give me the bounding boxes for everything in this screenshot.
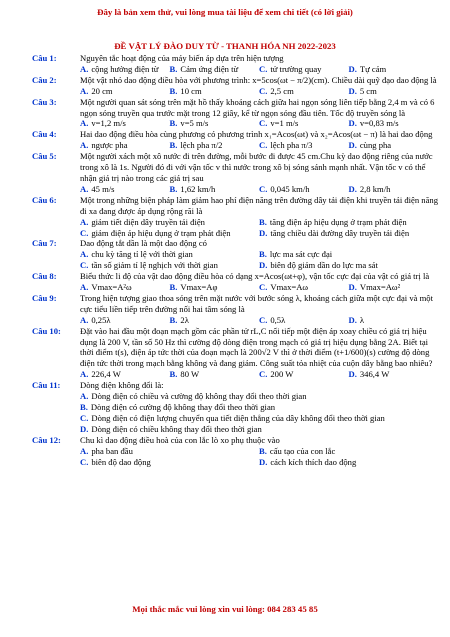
option-text: v=5 m/s bbox=[180, 118, 209, 129]
answer-option bbox=[349, 369, 439, 380]
option-text: cấu tạo của con lắc bbox=[269, 445, 336, 456]
question-item bbox=[32, 151, 438, 195]
answer-option bbox=[80, 64, 170, 75]
option-text: giảm tiết diện dây truyền tải điện bbox=[91, 216, 205, 227]
exam-title: ĐỀ VẬT LÝ ĐÀO DUY TỪ - THANH HÓA NH 2022-2023 bbox=[114, 41, 336, 51]
option-letter: A. bbox=[80, 314, 89, 325]
question-item bbox=[32, 75, 438, 97]
answer-option bbox=[170, 184, 260, 195]
option-text: lệch pha π/3 bbox=[270, 140, 313, 151]
answer-option bbox=[80, 140, 170, 151]
option-letter: B. bbox=[259, 216, 267, 227]
option-letter: B. bbox=[169, 183, 178, 194]
option-letter: D. bbox=[348, 140, 357, 151]
option-letter: C. bbox=[259, 183, 268, 194]
question-item bbox=[32, 53, 438, 75]
option-text: Vmax=Aω² bbox=[359, 282, 401, 293]
option-text: v=0,83 m/s bbox=[359, 118, 399, 129]
answer-option bbox=[349, 140, 439, 151]
answer-option bbox=[80, 315, 170, 326]
option-letter: C. bbox=[80, 412, 89, 423]
question-text: Hai dao động điều hòa cùng phương có phương trình x₁=Acos(ωt) và x₂=Acos(ωt − π) là hai dao động bbox=[80, 129, 433, 140]
question-text: Một người quan sát sóng trên mặt hồ thấy khoảng cách giữa hai ngọn sóng liên tiếp bằng 2,4 m và có 6 ngọn sóng truyền qua trước mặt trong 12 giây, kể từ ngọn sóng đầu tiên. Tốc độ truyền sóng là bbox=[80, 96, 435, 118]
option-letter: D. bbox=[348, 118, 357, 129]
option-letter: C. bbox=[259, 140, 268, 151]
question-item bbox=[32, 238, 438, 271]
option-letter: B. bbox=[169, 63, 178, 74]
option-text: v=1 m/s bbox=[270, 118, 299, 129]
option-text: pha ban đầu bbox=[91, 445, 133, 456]
answer-option bbox=[259, 369, 349, 380]
answer-option bbox=[349, 282, 439, 293]
option-letter: B. bbox=[80, 402, 88, 412]
answer-option bbox=[80, 413, 438, 424]
option-letter: A. bbox=[80, 183, 89, 194]
answer-options bbox=[80, 446, 438, 468]
option-text: 346,4 W bbox=[359, 369, 390, 380]
question-item bbox=[32, 195, 438, 239]
answer-option bbox=[259, 315, 349, 326]
answer-option bbox=[80, 86, 170, 97]
answer-options bbox=[80, 391, 438, 435]
answer-options bbox=[80, 118, 438, 129]
option-text: 226,4 W bbox=[91, 369, 121, 380]
option-text: Dòng điện có điện lượng chuyển qua tiết diện thẳng của dây không đổi theo thời gian bbox=[91, 412, 385, 423]
question-text: Một trong những biện pháp làm giảm hao phí điện năng trên đường dây tải điện khi truyền tải điện năng đi xa đang được áp dụng rộng rãi là bbox=[80, 194, 439, 216]
answer-option bbox=[80, 446, 259, 457]
option-letter: A. bbox=[80, 118, 89, 129]
answer-options bbox=[80, 140, 438, 151]
answer-option bbox=[259, 140, 349, 151]
answer-option bbox=[170, 315, 260, 326]
option-text: 0,5λ bbox=[270, 314, 286, 325]
option-text: v=1,2 m/s bbox=[91, 118, 126, 129]
question-item bbox=[32, 380, 438, 435]
option-text: 10 cm bbox=[180, 85, 202, 96]
answer-option bbox=[80, 369, 170, 380]
answer-option bbox=[349, 86, 439, 97]
option-letter: A. bbox=[80, 140, 89, 151]
option-letter: C. bbox=[259, 85, 268, 96]
question-text: Dao động tắt dần là một dao động có bbox=[80, 238, 207, 249]
option-letter: C. bbox=[259, 118, 268, 129]
question-number: Câu 12: bbox=[32, 434, 61, 445]
answer-option bbox=[170, 86, 260, 97]
option-letter: D. bbox=[259, 456, 268, 467]
answer-option bbox=[80, 249, 259, 260]
option-letter: A. bbox=[80, 369, 89, 380]
answer-option bbox=[259, 64, 349, 75]
answer-options bbox=[80, 369, 438, 380]
question-number: Câu 3: bbox=[32, 96, 57, 107]
question-text: Một vật nhỏ dao động điều hòa với phương trình: x=5cos(ωt − π/2)(cm). Chiều dài quỹ đạo dao động là bbox=[80, 74, 437, 85]
question-number: Câu 4: bbox=[32, 129, 57, 140]
option-letter: D. bbox=[348, 314, 357, 325]
option-text: 2,8 km/h bbox=[359, 183, 391, 194]
option-letter: B. bbox=[169, 140, 178, 151]
option-text: λ bbox=[359, 314, 365, 325]
option-letter: C. bbox=[259, 63, 268, 74]
option-text: 80 W bbox=[180, 369, 200, 380]
answer-options bbox=[80, 64, 438, 75]
answer-option bbox=[80, 391, 438, 402]
answer-option bbox=[170, 140, 260, 151]
question-number: Câu 1: bbox=[32, 53, 57, 63]
question-text: Nguyên tắc hoạt động của máy biến áp dựa trên hiện tượng bbox=[80, 53, 284, 63]
answer-option bbox=[80, 402, 438, 413]
question-item bbox=[32, 435, 438, 468]
option-letter: A. bbox=[80, 445, 89, 456]
answer-option bbox=[259, 249, 438, 260]
option-text: 0,25λ bbox=[91, 314, 111, 325]
answer-option bbox=[259, 228, 438, 239]
option-letter: A. bbox=[80, 63, 89, 74]
answer-options bbox=[80, 249, 438, 271]
option-letter: B. bbox=[259, 249, 267, 260]
answer-option bbox=[80, 260, 259, 271]
option-text: 2,5 cm bbox=[270, 85, 294, 96]
option-letter: B. bbox=[169, 85, 178, 96]
question-text: Chu kì dao động điều hoà của con lắc lò xo phụ thuộc vào bbox=[80, 434, 280, 445]
answer-option bbox=[349, 118, 439, 129]
option-letter: D. bbox=[348, 282, 357, 293]
answer-option bbox=[170, 64, 260, 75]
question-list bbox=[32, 53, 438, 467]
option-letter: D. bbox=[348, 369, 357, 380]
option-letter: B. bbox=[169, 282, 178, 293]
option-text: biên độ giảm dần do lực ma sát bbox=[270, 260, 378, 271]
preview-notice: Đây là bản xem thử, vui lòng mua tài liệu để xem chi tiết (có lời giải) bbox=[97, 7, 353, 17]
option-letter: C. bbox=[80, 227, 89, 238]
answer-option bbox=[170, 369, 260, 380]
answer-option bbox=[259, 457, 438, 468]
option-letter: A. bbox=[80, 85, 89, 96]
answer-option bbox=[80, 457, 259, 468]
answer-options bbox=[80, 184, 438, 195]
option-text: Vmax=Aω bbox=[270, 282, 309, 293]
option-letter: C. bbox=[80, 456, 89, 467]
option-letter: D. bbox=[80, 423, 89, 434]
answer-option bbox=[80, 424, 438, 435]
contact-footer: Mọi thắc mắc vui lòng xin vui lòng: 084 283 45 85 bbox=[132, 604, 318, 614]
question-number: Câu 2: bbox=[32, 74, 57, 85]
question-number: Câu 9: bbox=[32, 292, 57, 303]
option-letter: B. bbox=[259, 445, 267, 456]
option-text: tăng chiều dài đường dây truyền tải điện bbox=[270, 227, 410, 238]
answer-option bbox=[349, 64, 439, 75]
question-item bbox=[32, 97, 438, 130]
answer-option bbox=[349, 184, 439, 195]
option-letter: A. bbox=[80, 282, 89, 293]
option-letter: C. bbox=[259, 369, 268, 380]
option-letter: D. bbox=[348, 85, 357, 96]
option-letter: C. bbox=[259, 314, 268, 325]
answer-option bbox=[259, 217, 438, 228]
question-number: Câu 5: bbox=[32, 151, 57, 162]
option-letter: D. bbox=[259, 260, 268, 271]
option-text: Cảm ứng điện từ bbox=[180, 63, 239, 74]
option-text: 20 cm bbox=[91, 85, 113, 96]
option-text: Dòng điện có cường độ không thay đổi theo thời gian bbox=[90, 402, 276, 412]
option-letter: B. bbox=[169, 118, 178, 129]
answer-option bbox=[80, 217, 259, 228]
option-text: tử trường quay bbox=[270, 63, 322, 74]
answer-option bbox=[80, 282, 170, 293]
option-text: Vmax=A²ω bbox=[91, 282, 132, 293]
answer-option bbox=[259, 282, 349, 293]
option-text: lệch pha π/2 bbox=[180, 140, 223, 151]
option-text: cùng pha bbox=[359, 140, 392, 151]
option-text: cách kích thích dao động bbox=[270, 456, 357, 467]
option-text: 0,045 km/h bbox=[270, 183, 310, 194]
option-letter: B. bbox=[169, 314, 178, 325]
question-text: Trong hiện tượng giao thoa sóng trên mặt nước với bước sóng λ, khoảng cách giữa một cực đại và một cực tiểu liền tiếp trên đường nối hai tâm sóng là bbox=[80, 292, 433, 314]
option-letter: D. bbox=[348, 63, 357, 74]
question-item bbox=[32, 129, 438, 151]
option-letter: A. bbox=[80, 216, 89, 227]
answer-option bbox=[170, 282, 260, 293]
option-text: tần số giảm tỉ lệ nghịch với thời gian bbox=[91, 260, 218, 271]
answer-options bbox=[80, 86, 438, 97]
question-number: Câu 6: bbox=[32, 194, 57, 205]
question-number: Câu 7: bbox=[32, 238, 57, 249]
answer-option bbox=[259, 184, 349, 195]
answer-option bbox=[259, 260, 438, 271]
question-item bbox=[32, 326, 438, 381]
option-text: lực ma sát cực đại bbox=[269, 249, 333, 260]
answer-option bbox=[259, 118, 349, 129]
answer-option bbox=[259, 446, 438, 457]
option-text: 2λ bbox=[180, 314, 189, 325]
answer-options bbox=[80, 315, 438, 326]
answer-option bbox=[349, 315, 439, 326]
option-letter: D. bbox=[259, 227, 268, 238]
option-text: tăng điện áp hiệu dụng ở trạm phát điện bbox=[269, 216, 407, 227]
option-text: Dòng điện có chiều và cường độ không thay đổi theo thời gian bbox=[91, 391, 307, 402]
option-letter: C. bbox=[259, 282, 268, 293]
option-text: biên độ dao động bbox=[91, 456, 151, 467]
option-text: cộng hưởng điện từ bbox=[91, 63, 159, 74]
option-letter: C. bbox=[80, 260, 89, 271]
option-text: Vmax=Aφ bbox=[180, 282, 218, 293]
answer-option bbox=[259, 86, 349, 97]
option-letter: A. bbox=[80, 249, 89, 260]
question-item bbox=[32, 271, 438, 293]
option-text: giảm điện áp hiệu dụng ở trạm phát điện bbox=[91, 227, 231, 238]
answer-option bbox=[80, 118, 170, 129]
answer-option bbox=[80, 228, 259, 239]
option-text: 1,62 km/h bbox=[180, 183, 216, 194]
question-text: Đặt vào hai đầu một đoạn mạch gồm các phần tử rL,C nối tiếp một điện áp xoay chiều có giá trị hiệu dụng là 200 V, tần số 50 Hz thì cường độ dòng điện trong mạch có giá trị hiệu dụng bằng 2A. Biết tại thời điểm t(s), điện áp tức thời của đoạn mạch là 200√2 V thì ở thời điểm (t+1/600)(s) cường độ dòng điện tức thời trong mạch bằng không và đang giảm. Công suất tỏa nhiệt của cuộn dây bằng bao nhiêu? bbox=[80, 325, 433, 369]
question-number: Câu 11: bbox=[32, 380, 61, 391]
option-text: Dòng điện có chiều không thay đổi theo thời gian bbox=[91, 423, 262, 434]
option-letter: B. bbox=[169, 369, 178, 380]
question-number: Câu 10: bbox=[32, 325, 61, 336]
option-text: ngược pha bbox=[91, 140, 128, 151]
option-text: 200 W bbox=[270, 369, 294, 380]
option-text: chu kỳ tăng tỉ lệ với thời gian bbox=[91, 249, 193, 260]
answer-option bbox=[80, 184, 170, 195]
answer-options bbox=[80, 282, 438, 293]
question-text: Biểu thức li độ của vật dao động điều hòa có dạng x=Acos(ωt+φ), vận tốc cực đại của vật có giá trị là bbox=[80, 271, 430, 282]
question-text: Dòng điện không đổi là: bbox=[80, 380, 164, 391]
option-text: Tự cảm bbox=[359, 63, 387, 74]
question-number: Câu 8: bbox=[32, 271, 57, 282]
option-text: 5 cm bbox=[359, 85, 377, 96]
question-item bbox=[32, 293, 438, 326]
option-text: 45 m/s bbox=[91, 183, 115, 194]
question-text: Một người xách một xô nước đi trên đường, mỗi bước đi được 45 cm.Chu kỳ dao động riêng của nước trong xô là 1s. Người đó đi với vận tốc v thì nước trong xô bị sóng sánh mạnh nhất. Vận tốc v có thể nhận giá trị nào trong các giá trị sau bbox=[80, 151, 433, 183]
answer-option bbox=[170, 118, 260, 129]
option-letter: A. bbox=[80, 391, 89, 402]
answer-options bbox=[80, 217, 438, 239]
option-letter: D. bbox=[348, 183, 357, 194]
